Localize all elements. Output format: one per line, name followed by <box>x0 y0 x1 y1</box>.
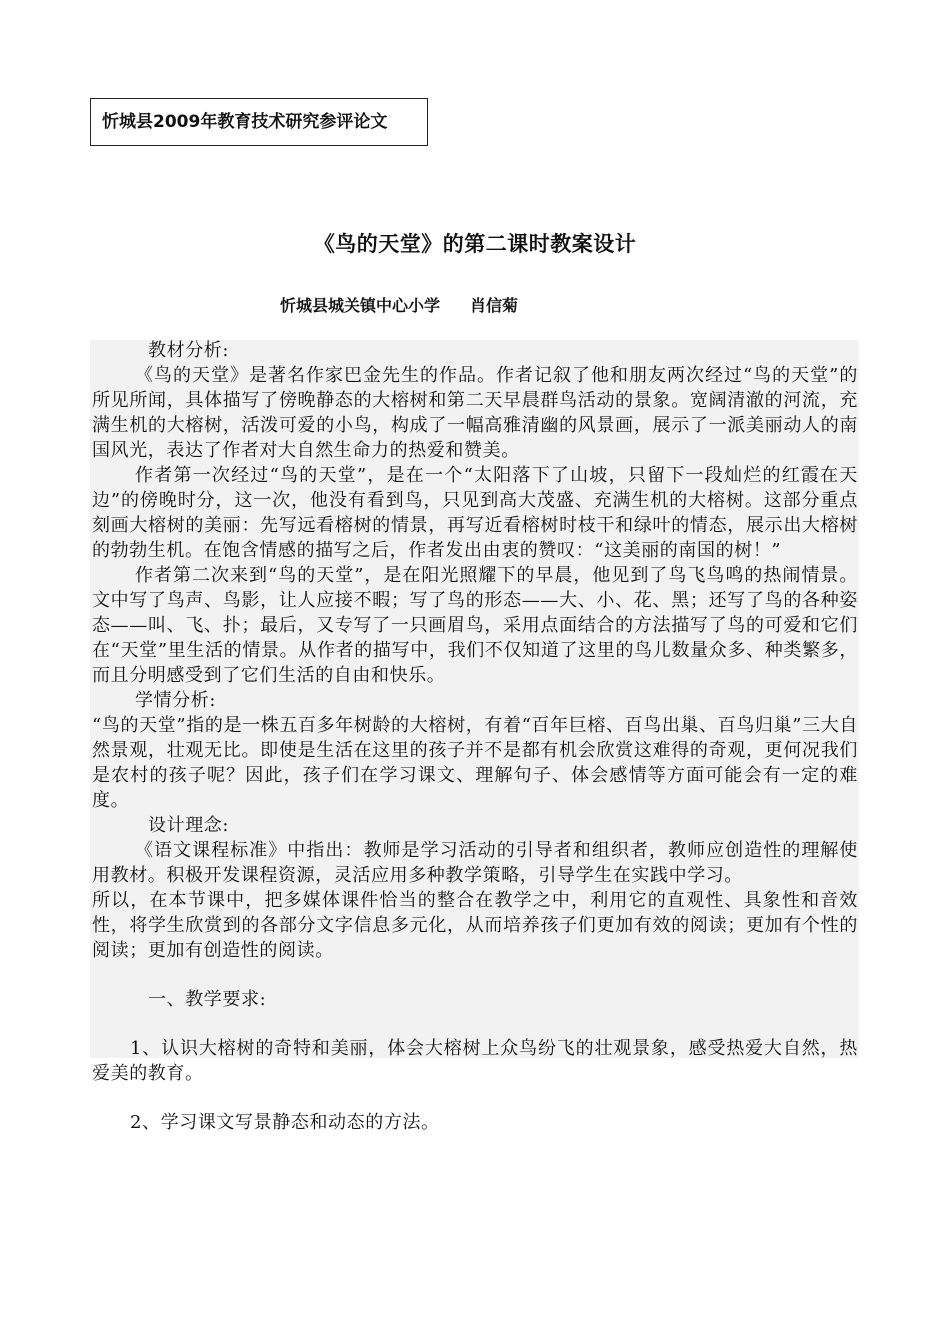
author-school: 忻城县城关镇中心小学 <box>280 296 441 315</box>
paragraph-material-2: 作者第一次经过“鸟的天堂”，是在一个“太阳落下了山坡，只留下一段灿烂的红霞在天边”的傍晚时分，这一次，他没有看到鸟，只见到高大茂盛、充满生机的大榕树。这部分重点刻画大榕树的美丽：先写远看榕树的情景，再写近看榕树时枝干和绿叶的情态，展示出大榕树的勃勃生机。在饱含情感的描写之后，作者发出由衷的赞叹：“这美丽的南国的树！” <box>92 465 858 561</box>
document-body <box>92 338 858 1135</box>
paragraph-material-1: 《鸟的天堂》是著名作家巴金先生的作品。作者记叙了他和朋友两次经过“鸟的天堂”的所见所闻，具体描写了傍晚静态的大榕树和第二天早晨群鸟活动的景象。宽阔清澈的河流，充满生机的大榕树，活泼可爱的小鸟，构成了一幅高雅清幽的风景画，展示了一派美丽动人的南国风光，表达了作者对大自然生命力的热爱和赞美。 <box>92 365 858 461</box>
section-heading-design: 设计理念: <box>148 815 230 836</box>
paragraph-design-2: 所以，在本节课中，把多媒体课件恰当的整合在教学之中，利用它的直观性、具象性和音效性，将学生欣赏到的各部分文字信息多元化，从而培养孩子们更加有效的阅读；更加有个性的阅读；更加有创造性的阅读。 <box>92 890 858 961</box>
section-heading-student: 学情分析: <box>135 690 217 711</box>
author-line <box>280 293 518 316</box>
section-heading-material: 教材分析: <box>148 340 230 361</box>
author-name: 肖信菊 <box>470 296 519 315</box>
header-box: 忻城县2009年教育技术研究参评论文 <box>90 98 428 146</box>
paragraph-student-1: “鸟的天堂”指的是一株五百多年树龄的大榕树，有着“百年巨榕、百鸟出巢、百鸟归巢”三大自然景观，壮观无比。即使是生活在这里的孩子并不是都有机会欣赏这难得的奇观，更何况我们是农村的孩子呢？因此，孩子们在学习课文、理解句子、体会感情等方面可能会有一定的难度。 <box>92 715 858 811</box>
requirement-item-1: 1、认识大榕树的奇特和美丽，体会大榕树上众鸟纷飞的壮观景象，感受热爱大自然，热爱美的教育。 <box>92 1038 858 1084</box>
requirement-item-2: 2、学习课文写景静态和动态的方法。 <box>130 1112 440 1133</box>
page-title: 《鸟的天堂》的第二课时教案设计 <box>313 232 637 256</box>
paragraph-design-1: 《语文课程标准》中指出：教师是学习活动的引导者和组织者，教师应创造性的理解使用教材。积极开发课程资源，灵活应用多种教学策略，引导学生在实践中学习。 <box>92 840 858 886</box>
paragraph-material-3: 作者第二次来到“鸟的天堂”，是在阳光照耀下的早晨，他见到了鸟飞鸟鸣的热闹情景。文中写了鸟声、鸟影，让人应接不暇；写了鸟的形态——大、小、花、黑；还写了鸟的各种姿态——叫、飞、扑；最后，又专写了一只画眉鸟，采用点面结合的方法描写了鸟的可爱和它们在“天堂”里生活的情景。从作者的描写中，我们不仅知道了这里的鸟儿数量众多、种类繁多，而且分明感受到了它们生活的自由和快乐。 <box>92 565 858 686</box>
section-heading-requirements: 一、教学要求: <box>148 989 267 1010</box>
